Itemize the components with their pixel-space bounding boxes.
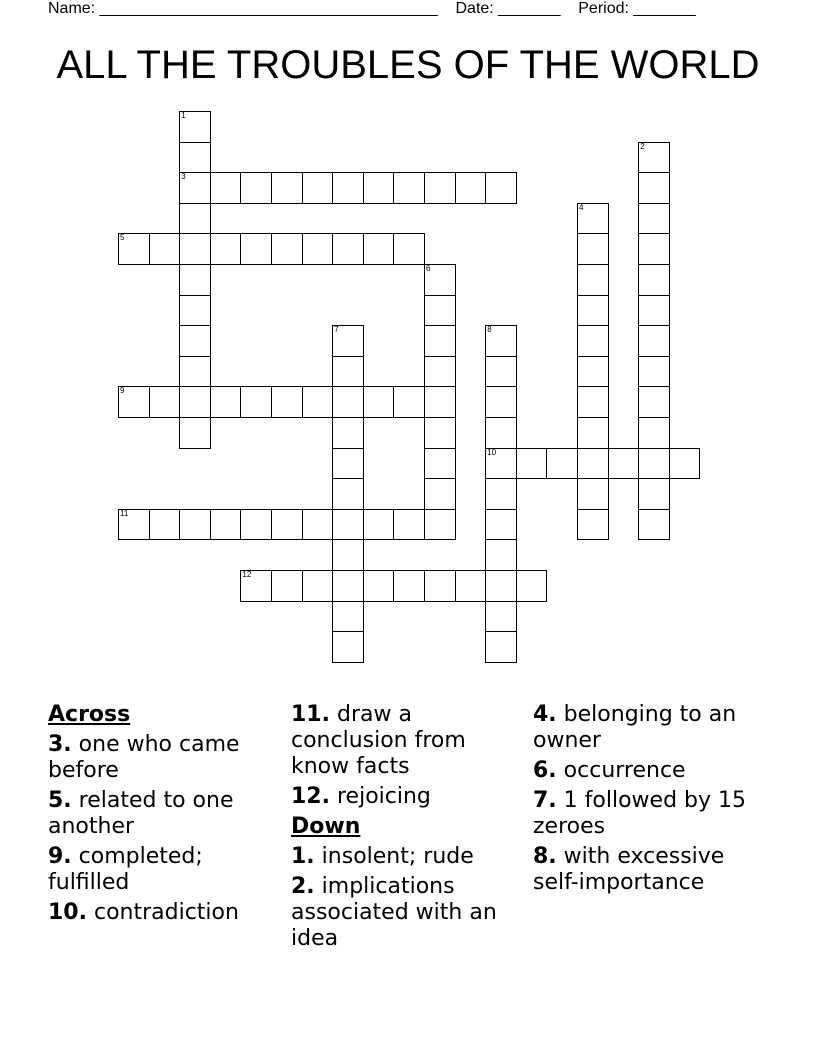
grid-cell[interactable] (210, 509, 242, 541)
grid-cell[interactable] (179, 356, 211, 388)
cell-number: 3 (181, 172, 186, 182)
clue (533, 788, 763, 840)
grid-cell[interactable] (424, 325, 456, 357)
grid-cell[interactable] (577, 295, 609, 327)
grid-cell[interactable] (638, 264, 670, 296)
grid-cell[interactable] (271, 386, 303, 418)
grid-cell[interactable] (577, 325, 609, 357)
grid-cell[interactable] (485, 448, 517, 480)
grid-cell[interactable] (179, 111, 211, 143)
cell-number: 5 (120, 233, 125, 243)
down-heading: Down (291, 814, 361, 839)
clue (48, 844, 278, 896)
clue-text: rejoicing (336, 784, 431, 809)
grid-cell[interactable] (302, 172, 334, 204)
grid-cell[interactable] (271, 509, 303, 541)
grid-cell[interactable] (516, 448, 548, 480)
grid-cell[interactable] (638, 478, 670, 510)
clue (533, 844, 763, 896)
grid-cell[interactable] (179, 386, 211, 418)
grid-cell[interactable] (210, 233, 242, 265)
clue-text: contradiction (93, 900, 239, 925)
grid-cell[interactable] (332, 601, 364, 633)
across-heading: Across (48, 702, 131, 727)
grid-cell[interactable] (638, 233, 670, 265)
grid-cell[interactable] (363, 509, 395, 541)
grid-cell[interactable] (546, 448, 578, 480)
grid-cell[interactable] (638, 386, 670, 418)
clue-text: occurrence (563, 758, 686, 783)
grid-cell[interactable] (393, 570, 425, 602)
clue-text: implications associated with an idea (291, 874, 497, 951)
grid-cell[interactable] (332, 325, 364, 357)
grid-cell[interactable] (638, 325, 670, 357)
grid-cell[interactable] (302, 570, 334, 602)
grid-cell[interactable] (118, 233, 150, 265)
clue-text: with excessive self-importance (533, 844, 725, 895)
grid-cell[interactable] (424, 264, 456, 296)
grid-cell[interactable] (485, 356, 517, 388)
grid-cell[interactable] (424, 417, 456, 449)
name-date-period-line: Name: ______________________________________ Date: _______ Period: _______ (48, 0, 696, 17)
grid-cell[interactable] (577, 478, 609, 510)
clue (533, 758, 763, 784)
grid-cell[interactable] (638, 417, 670, 449)
cell-number: 8 (487, 325, 492, 335)
cell-number: 1 (181, 111, 186, 120)
grid-cell[interactable] (455, 172, 487, 204)
clue-number: 7. (533, 788, 557, 813)
grid-cell[interactable] (485, 386, 517, 418)
grid-cell[interactable] (179, 233, 211, 265)
cell-number: 11 (120, 508, 129, 518)
grid-cell[interactable] (179, 325, 211, 357)
grid-cell[interactable] (638, 448, 670, 480)
clue-number: 2. (291, 874, 315, 899)
grid-cell[interactable] (149, 386, 181, 418)
grid-cell[interactable] (424, 448, 456, 480)
grid-cell[interactable] (577, 264, 609, 296)
grid-cell[interactable] (363, 172, 395, 204)
grid-cell[interactable] (424, 356, 456, 388)
grid-cell[interactable] (271, 570, 303, 602)
grid-cell[interactable] (271, 172, 303, 204)
grid-cell[interactable] (179, 417, 211, 449)
grid-cell[interactable] (485, 539, 517, 571)
clue (48, 900, 278, 926)
grid-cell[interactable] (149, 233, 181, 265)
grid-cell[interactable] (485, 509, 517, 541)
grid-cell[interactable] (638, 509, 670, 541)
clue (291, 874, 526, 952)
grid-cell[interactable] (577, 448, 609, 480)
grid-cell[interactable] (332, 509, 364, 541)
grid-cell[interactable] (669, 448, 701, 480)
grid-cell[interactable] (332, 417, 364, 449)
grid-cell[interactable] (577, 233, 609, 265)
grid-cell[interactable] (577, 203, 609, 235)
clue (291, 784, 526, 810)
grid-cell[interactable] (393, 233, 425, 265)
clue-text: belonging to an owner (533, 702, 737, 753)
grid-cell[interactable] (424, 386, 456, 418)
clue (48, 788, 278, 840)
page-title: ALL THE TROUBLES OF THE WORLD (56, 43, 760, 87)
grid-cell[interactable] (332, 631, 364, 663)
clue (291, 702, 526, 780)
grid-cell[interactable] (240, 570, 272, 602)
grid-cell[interactable] (240, 233, 272, 265)
grid-cell[interactable] (424, 570, 456, 602)
clue (48, 732, 278, 784)
grid-cell[interactable] (485, 570, 517, 602)
grid-cell[interactable] (485, 478, 517, 510)
grid-cell[interactable] (332, 356, 364, 388)
grid-cell[interactable] (332, 386, 364, 418)
clue-text: insolent; rude (321, 844, 474, 869)
grid-cell[interactable] (210, 172, 242, 204)
grid-cell[interactable] (485, 601, 517, 633)
grid-cell[interactable] (485, 172, 517, 204)
clues-column-3 (533, 702, 763, 900)
grid-cell[interactable] (332, 233, 364, 265)
cell-number: 9 (120, 386, 125, 396)
clues-column-1 (48, 702, 278, 930)
grid-cell[interactable] (363, 570, 395, 602)
grid-cell[interactable] (179, 172, 211, 204)
grid-cell[interactable] (179, 509, 211, 541)
clue (533, 702, 763, 754)
grid-cell[interactable] (240, 172, 272, 204)
grid-cell[interactable] (393, 172, 425, 204)
grid-cell[interactable] (118, 509, 150, 541)
grid-cell[interactable] (363, 233, 395, 265)
grid-cell[interactable] (302, 233, 334, 265)
grid-cell[interactable] (332, 539, 364, 571)
grid-cell[interactable] (332, 570, 364, 602)
grid-cell[interactable] (485, 325, 517, 357)
grid-cell[interactable] (149, 509, 181, 541)
clue-number: 8. (533, 844, 557, 869)
clue (291, 844, 526, 870)
clues-column-2 (291, 702, 526, 956)
cell-number: 6 (426, 264, 431, 273)
grid-cell[interactable] (638, 295, 670, 327)
clue-text: completed; fulfilled (48, 844, 203, 895)
grid-cell[interactable] (638, 142, 670, 174)
clue-number: 5. (48, 788, 72, 813)
grid-cell[interactable] (577, 386, 609, 418)
grid-cell[interactable] (332, 172, 364, 204)
clue-text: one who came before (48, 732, 240, 783)
grid-cell[interactable] (363, 386, 395, 418)
grid-cell[interactable] (179, 264, 211, 296)
grid-cell[interactable] (577, 356, 609, 388)
grid-cell[interactable] (455, 570, 487, 602)
clue-text: related to one another (48, 788, 234, 839)
grid-cell[interactable] (638, 356, 670, 388)
clue-number: 6. (533, 758, 557, 783)
clue-number: 1. (291, 844, 315, 869)
grid-cell[interactable] (638, 203, 670, 235)
grid-cell[interactable] (302, 509, 334, 541)
cell-number: 12 (242, 570, 252, 579)
clue-number: 4. (533, 702, 557, 727)
grid-cell[interactable] (485, 631, 517, 663)
clue-number: 10. (48, 900, 87, 925)
grid-cell[interactable] (424, 295, 456, 327)
grid-cell[interactable] (332, 478, 364, 510)
grid-cell[interactable] (638, 172, 670, 204)
grid-cell[interactable] (179, 295, 211, 327)
grid-cell[interactable] (424, 172, 456, 204)
cell-number: 7 (334, 325, 339, 335)
grid-cell[interactable] (577, 509, 609, 541)
grid-cell[interactable] (240, 509, 272, 541)
grid-cell[interactable] (485, 417, 517, 449)
cell-number: 4 (579, 202, 584, 212)
clue-number: 11. (291, 702, 330, 727)
grid-cell[interactable] (179, 203, 211, 235)
grid-cell[interactable] (302, 386, 334, 418)
grid-cell[interactable] (179, 142, 211, 174)
cell-number: 10 (487, 447, 497, 457)
grid-cell[interactable] (271, 233, 303, 265)
grid-cell[interactable] (424, 509, 456, 541)
clue-number: 9. (48, 844, 72, 869)
grid-cell[interactable] (577, 417, 609, 449)
cell-number: 2 (640, 141, 645, 151)
clue-number: 3. (48, 732, 72, 757)
grid-cell[interactable] (118, 386, 150, 418)
grid-cell[interactable] (332, 448, 364, 480)
grid-cell[interactable] (240, 386, 272, 418)
grid-cell[interactable] (516, 570, 548, 602)
grid-cell[interactable] (393, 509, 425, 541)
grid-cell[interactable] (608, 448, 640, 480)
clue-text: 1 followed by 15 zeroes (533, 788, 747, 839)
grid-cell[interactable] (424, 478, 456, 510)
grid-cell[interactable] (393, 386, 425, 418)
clue-number: 12. (291, 784, 330, 809)
grid-cell[interactable] (210, 386, 242, 418)
clue-text: draw a conclusion from know facts (291, 702, 466, 779)
